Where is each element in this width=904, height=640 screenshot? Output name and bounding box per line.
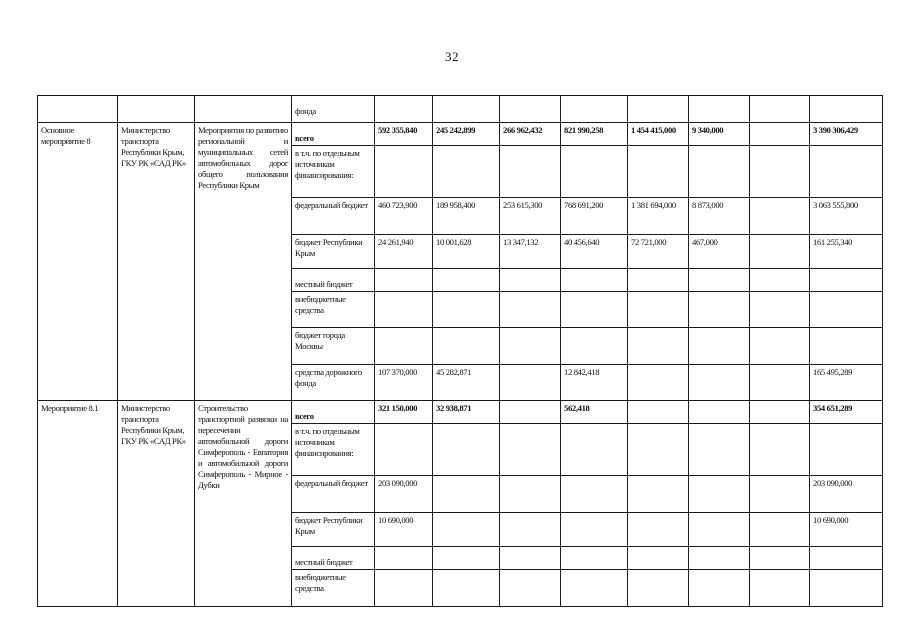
total-cell: 203 090,000 (810, 476, 883, 513)
value-cell (375, 269, 433, 292)
value-cell (689, 570, 750, 607)
value-cell (689, 401, 750, 424)
value-cell (628, 146, 689, 198)
value-cell (750, 269, 810, 292)
value-cell: 13 347,132 (500, 235, 561, 269)
value-cell (500, 547, 561, 570)
value-cell (500, 328, 561, 365)
value-cell (375, 424, 433, 476)
value-cell: 10 001,628 (433, 235, 500, 269)
value-cell (750, 365, 810, 401)
source-cell: в т.ч. по отдельным источникам финансирования: (292, 146, 375, 198)
source-cell: фонда (292, 96, 375, 123)
value-cell (500, 365, 561, 401)
event-cell (38, 96, 118, 123)
value-cell: 9 340,000 (689, 123, 750, 146)
value-cell (500, 513, 561, 547)
source-cell: в т.ч. по отдельным источникам финансирования: (292, 424, 375, 476)
value-cell (750, 96, 810, 123)
value-cell: 24 261,940 (375, 235, 433, 269)
value-cell: 460 723,900 (375, 198, 433, 235)
value-cell (689, 476, 750, 513)
value-cell (375, 547, 433, 570)
page-number: 32 (445, 49, 459, 64)
source-cell: федеральный бюджет (292, 198, 375, 235)
value-cell (561, 269, 628, 292)
table-row (38, 401, 883, 424)
value-cell: 1 381 694,000 (628, 198, 689, 235)
value-cell: 253 615,300 (500, 198, 561, 235)
source-cell: средства дорожного фонда (292, 365, 375, 401)
value-cell (750, 570, 810, 607)
budget-table (37, 95, 883, 607)
value-cell (689, 328, 750, 365)
value-cell (750, 547, 810, 570)
value-cell (689, 269, 750, 292)
total-cell: 161 255,340 (810, 235, 883, 269)
value-cell (433, 547, 500, 570)
value-cell (750, 292, 810, 328)
executor-cell (118, 96, 195, 123)
value-cell (375, 146, 433, 198)
value-cell (500, 570, 561, 607)
value-cell (500, 146, 561, 198)
total-cell: 165 495,289 (810, 365, 883, 401)
value-cell: 203 090,000 (375, 476, 433, 513)
source-cell: бюджет Республики Крым (292, 513, 375, 547)
value-cell (689, 96, 750, 123)
value-cell: 321 150,000 (375, 401, 433, 424)
value-cell (628, 547, 689, 570)
value-cell (433, 476, 500, 513)
value-cell (628, 424, 689, 476)
value-cell (689, 547, 750, 570)
value-cell (375, 328, 433, 365)
value-cell: 562,418 (561, 401, 628, 424)
total-cell (810, 424, 883, 476)
source-cell: федеральный бюджет (292, 476, 375, 513)
event-cell: Основное мероприятие 8 (38, 123, 118, 401)
total-cell (810, 328, 883, 365)
value-cell (561, 476, 628, 513)
value-cell (750, 328, 810, 365)
description-cell: Мероприятия по развитию региональной и муниципальных сетей автомобильных дорог общего пользования Республики Крым (195, 123, 292, 401)
value-cell (750, 424, 810, 476)
total-cell (810, 292, 883, 328)
value-cell: 40 456,640 (561, 235, 628, 269)
value-cell: 107 370,000 (375, 365, 433, 401)
table-row (38, 123, 883, 146)
value-cell (689, 292, 750, 328)
value-cell: 32 938,871 (433, 401, 500, 424)
source-cell: бюджет Республики Крым (292, 235, 375, 269)
value-cell (500, 424, 561, 476)
value-cell (561, 547, 628, 570)
executor-cell: Министерство транспорта Республики Крым, ГКУ РК «САД РК» (118, 401, 195, 607)
value-cell: 821 990,258 (561, 123, 628, 146)
total-cell: 3 390 306,429 (810, 123, 883, 146)
value-cell: 768 691,200 (561, 198, 628, 235)
value-cell (628, 476, 689, 513)
total-cell: 3 063 555,800 (810, 198, 883, 235)
value-cell (628, 570, 689, 607)
value-cell (689, 365, 750, 401)
source-cell: местный бюджет (292, 547, 375, 570)
source-cell: местный бюджет (292, 269, 375, 292)
value-cell (628, 269, 689, 292)
table-row (38, 96, 883, 123)
description-cell: Строительство транспортной развязки на пересечении автомобильной дороги Симферополь - Евпатория и автомобильной дороги Симферополь - Мирное - Дубки (195, 401, 292, 607)
event-cell: Мероприятие 8.1 (38, 401, 118, 607)
total-cell (810, 146, 883, 198)
value-cell (433, 146, 500, 198)
value-cell (628, 365, 689, 401)
value-cell (750, 513, 810, 547)
value-cell (561, 513, 628, 547)
value-cell: 592 355,840 (375, 123, 433, 146)
value-cell (561, 146, 628, 198)
total-cell (810, 269, 883, 292)
source-cell: бюджет города Москвы (292, 328, 375, 365)
value-cell: 245 242,899 (433, 123, 500, 146)
value-cell (689, 146, 750, 198)
value-cell (500, 476, 561, 513)
value-cell (628, 401, 689, 424)
value-cell (375, 570, 433, 607)
value-cell (433, 570, 500, 607)
value-cell (750, 123, 810, 146)
value-cell (750, 146, 810, 198)
executor-cell: Министерство транспорта Республики Крым, ГКУ РК «САД РК» (118, 123, 195, 401)
value-cell (561, 292, 628, 328)
value-cell (561, 96, 628, 123)
value-cell (750, 401, 810, 424)
value-cell: 467,000 (689, 235, 750, 269)
value-cell (750, 476, 810, 513)
value-cell (375, 292, 433, 328)
value-cell (628, 96, 689, 123)
value-cell (750, 235, 810, 269)
value-cell: 72 721,000 (628, 235, 689, 269)
value-cell: 45 282,871 (433, 365, 500, 401)
value-cell (500, 292, 561, 328)
source-cell: всего (292, 401, 375, 424)
value-cell: 12 842,418 (561, 365, 628, 401)
value-cell (433, 269, 500, 292)
value-cell (561, 328, 628, 365)
value-cell: 189 958,400 (433, 198, 500, 235)
value-cell: 8 873,000 (689, 198, 750, 235)
total-cell (810, 547, 883, 570)
value-cell (628, 292, 689, 328)
source-cell: внебюджетные средства (292, 570, 375, 607)
total-cell: 10 690,000 (810, 513, 883, 547)
value-cell: 266 962,432 (500, 123, 561, 146)
description-cell (195, 96, 292, 123)
value-cell (433, 96, 500, 123)
value-cell (433, 292, 500, 328)
value-cell (628, 328, 689, 365)
value-cell (689, 424, 750, 476)
value-cell (561, 424, 628, 476)
value-cell: 1 454 415,000 (628, 123, 689, 146)
value-cell (750, 198, 810, 235)
total-cell: 354 651,289 (810, 401, 883, 424)
value-cell (433, 328, 500, 365)
value-cell (433, 513, 500, 547)
total-cell (810, 570, 883, 607)
value-cell (500, 401, 561, 424)
value-cell (689, 513, 750, 547)
value-cell (500, 269, 561, 292)
total-cell (810, 96, 883, 123)
value-cell (500, 96, 561, 123)
value-cell (628, 513, 689, 547)
value-cell: 10 690,000 (375, 513, 433, 547)
value-cell (561, 570, 628, 607)
value-cell (375, 96, 433, 123)
value-cell (433, 424, 500, 476)
source-cell: внебюджетные средства (292, 292, 375, 328)
source-cell: всего (292, 123, 375, 146)
